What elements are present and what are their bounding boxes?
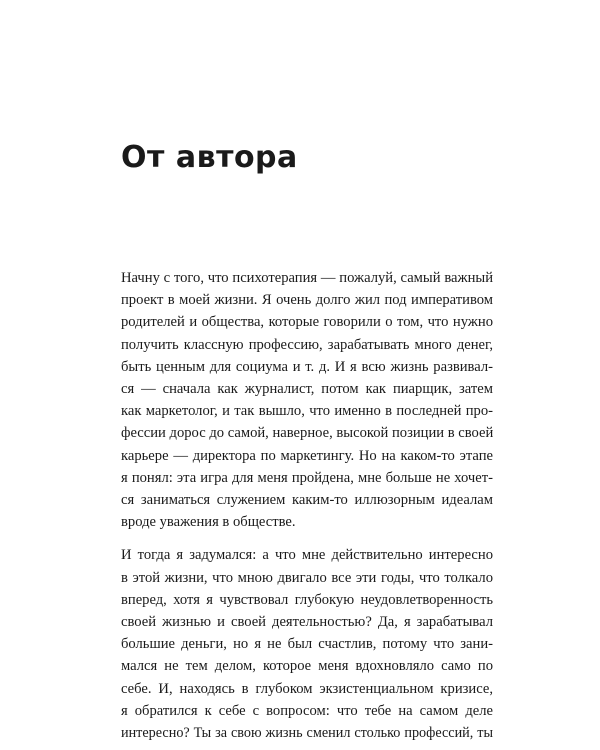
paragraph-1 [121,267,493,533]
text-line: проект в моей жизни. Я очень долго жил под императивом [121,292,493,309]
text-line: своей жизнью и своей деятельностью? Да, я зарабатывал [121,614,493,631]
text-line: родителей и общества, которые говорили о том, что нужно [121,314,493,331]
body-text [121,267,493,744]
text-line: я обратился к себе с вопросом: что тебе на самом деле [121,702,493,719]
text-line: И тогда я задумался: а что мне действительно интересно [121,547,493,564]
chapter-title: От автора [121,140,298,175]
text-line: я понял: эта игра для меня пройдена, мне больше не хочет- [121,469,493,486]
text-line: большие деньги, но я не был счастлив, потому что зани- [121,636,493,653]
text-line: Начну с того, что психотерапия — пожалуй, самый важный [121,270,493,286]
paragraph-2 [121,544,493,744]
text-line: ся заниматься служением каким-то иллюзорным идеалам [121,492,493,509]
text-line: мался не тем делом, которое меня вдохновляло само по [121,658,493,675]
text-line: как маркетолог, и так вышло, что именно в последней про- [121,403,493,420]
text-line: в этой жизни, что мною двигало все эти годы, что толкало [121,569,493,586]
text-line: фессии дорос до самой, наверное, высокой позиции в своей [121,425,494,442]
text-line: себе. И, находясь в глубоком экзистенциальном кризисе, [121,680,493,697]
text-line: карьере — директора по маркетингу. Но на каком-то этапе [121,447,493,464]
text-line: быть ценным для социума и т. д. И я всю жизнь развивал- [121,358,493,375]
text-line: ся — сначала как журналист, потом как пиарщик, затем [121,381,493,398]
text-line: вперед, хотя я чувствовал глубокую неудовлетворенность [121,591,493,608]
text-line: вроде уважения в обществе. [121,514,296,531]
text-line: получить классную профессию, зарабатывать много денег, [121,336,493,353]
text-line: интересно? Ты за свою жизнь сменил столько профессий, ты [121,725,493,742]
